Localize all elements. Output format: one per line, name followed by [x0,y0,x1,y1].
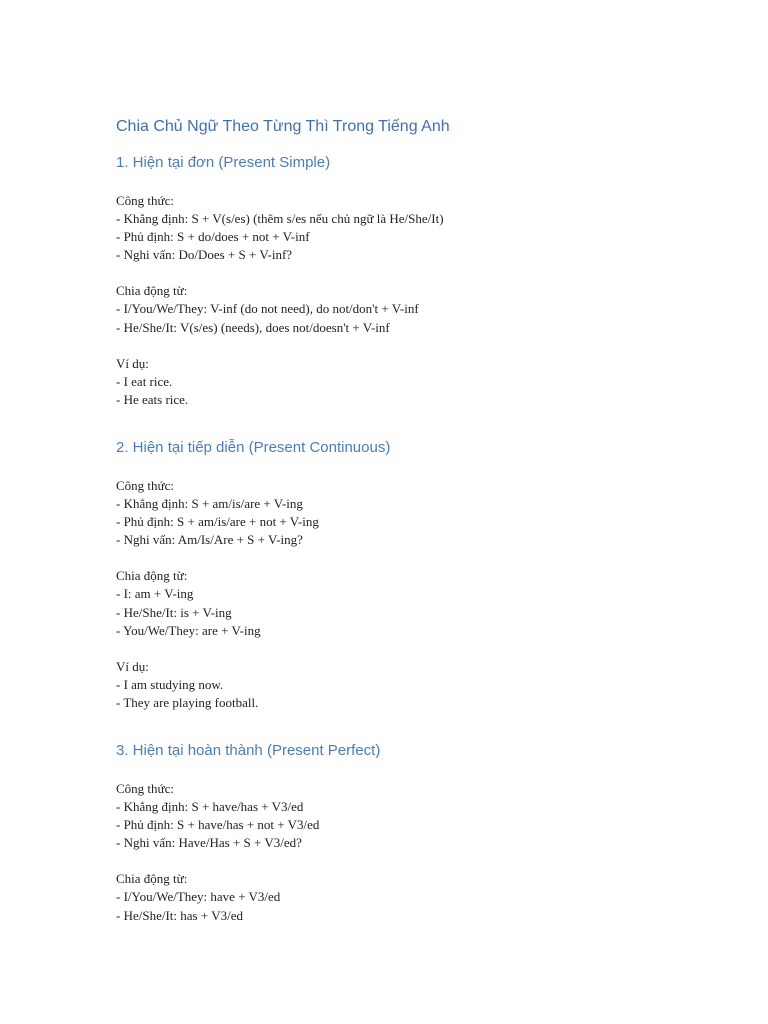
document-page [116,114,736,925]
formula-line: - Phủ định: S + do/does + not + V-inf [116,229,310,245]
formula-line: - Nghi vấn: Have/Has + S + V3/ed? [116,835,302,851]
formula-label: Công thức: [116,193,174,208]
section-present-perfect [116,740,736,925]
conjugation-label: Chia động từ: [116,568,188,584]
example-label: Ví dụ: [116,355,149,371]
formula-line: - Khẳng định: S + have/has + V3/ed [116,799,304,815]
section-present-continuous [116,437,736,712]
conjugation-line: - I/You/We/They: have + V3/ed [116,889,281,905]
conjugation-line: - He/She/It: has + V3/ed [116,907,243,923]
formula-line: - Phủ định: S + have/has + not + V3/ed [116,817,320,833]
section-heading: 3. Hiện tại hoàn thành (Present Perfect) [116,741,381,759]
conjugation-line: - He/She/It: is + V-ing [116,604,232,620]
section-present-simple [116,152,736,409]
formula-line: - Nghi vấn: Am/Is/Are + S + V-ing? [116,532,303,548]
section-heading: 2. Hiện tại tiếp diễn (Present Continuous) [116,438,391,456]
document-title: Chia Chủ Ngữ Theo Từng Thì Trong Tiếng Anh [116,118,450,135]
section-heading: 1. Hiện tại đơn (Present Simple) [116,154,331,171]
example-line: - They are playing football. [116,694,259,710]
formula-line: - Nghi vấn: Do/Does + S + V-inf? [116,247,293,263]
conjugation-line: - I: am + V-ing [116,586,194,602]
conjugation-line: - I/You/We/They: V-inf (do not need), do not/don't + V-inf [116,301,419,317]
example-line: - I eat rice. [116,373,173,389]
formula-label: Công thức: [116,780,174,796]
formula-label: Công thức: [116,477,174,493]
example-line: - He eats rice. [116,391,189,407]
conjugation-line: - You/We/They: are + V-ing [116,622,261,638]
example-label: Ví dụ: [116,658,149,674]
formula-line: - Khẳng định: S + V(s/es) (thêm s/es nếu chủ ngữ là He/She/It) [116,211,444,227]
example-line: - I am studying now. [116,676,224,692]
conjugation-line: - He/She/It: V(s/es) (needs), does not/doesn't + V-inf [116,319,390,335]
formula-line: - Phủ định: S + am/is/are + not + V-ing [116,514,319,530]
formula-line: - Khẳng định: S + am/is/are + V-ing [116,496,303,512]
conjugation-label: Chia động từ: [116,871,188,887]
conjugation-label: Chia động từ: [116,283,188,299]
